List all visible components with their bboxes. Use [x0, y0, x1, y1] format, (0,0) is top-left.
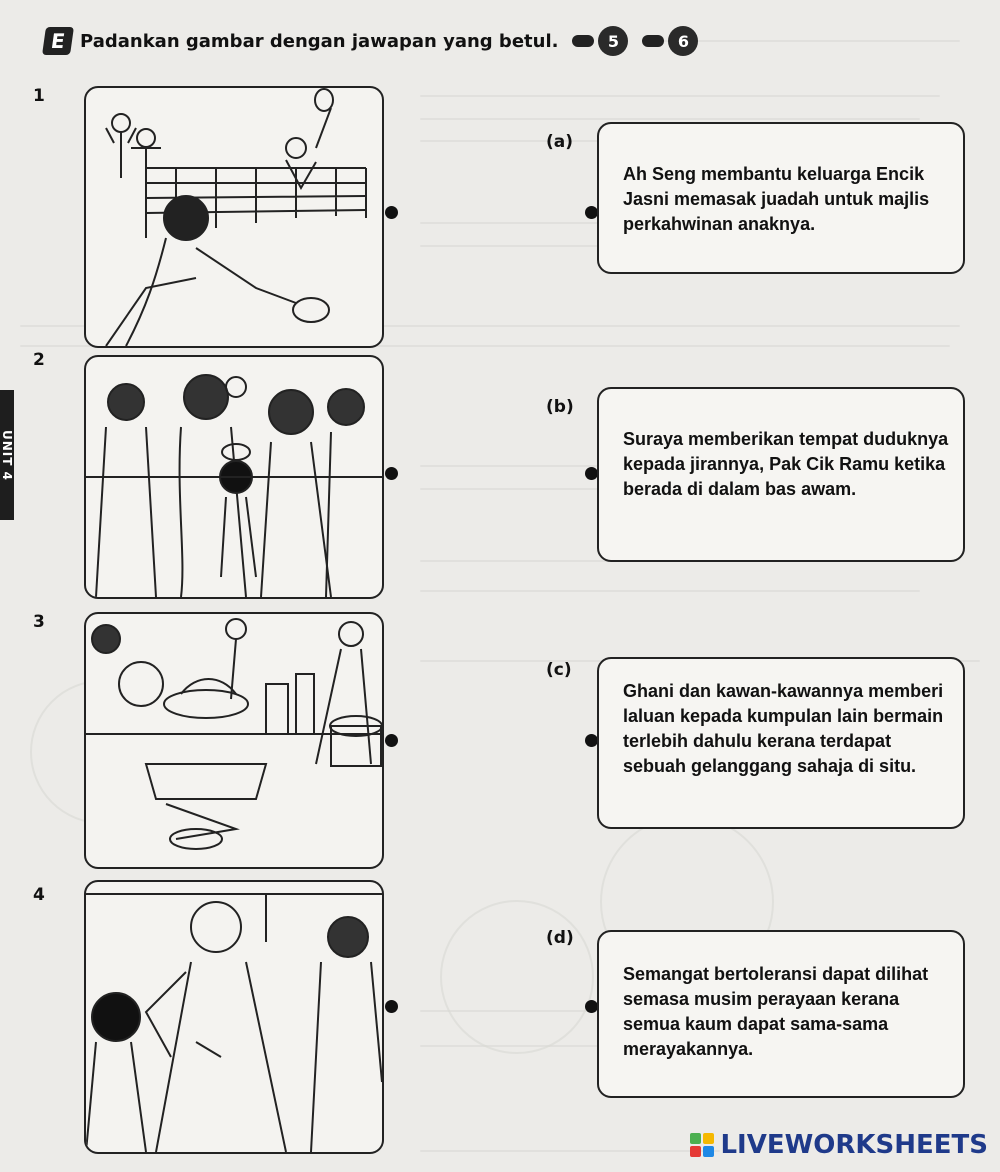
picture-3-cooking	[84, 612, 384, 869]
bus-illustration	[86, 882, 382, 1152]
answer-label-d: (d)	[546, 928, 574, 948]
answer-box-d	[597, 930, 965, 1098]
liveworksheets-watermark	[690, 1130, 988, 1160]
answer-label-b: (b)	[546, 397, 574, 417]
picture-1-badminton	[84, 86, 384, 348]
cooking-illustration	[86, 614, 382, 867]
watermark-text: LIVEWORKSHEETS	[720, 1130, 988, 1160]
picture-2-connector[interactable]	[385, 467, 398, 480]
instruction-header	[44, 26, 698, 56]
question-number-3: 3	[33, 612, 45, 632]
answer-box-b	[597, 387, 965, 562]
answer-text-b: Suraya memberikan tempat duduknya kepada jirannya, Pak Cik Ramu ketika berada di dalam bas awam.	[623, 429, 949, 499]
picture-3-connector[interactable]	[385, 734, 398, 747]
gathering-illustration	[86, 357, 382, 597]
arrow-icon	[572, 35, 594, 47]
answer-text-c: Ghani dan kawan-kawannya memberi laluan kepada kumpulan lain bermain terlebih dahulu kerana terdapat sebuah gelanggang sahaja di situ.	[623, 681, 944, 776]
picture-2-gathering	[84, 355, 384, 599]
answer-text-a: Ah Seng membantu keluarga Encik Jasni memasak juadah untuk majlis perkahwinan anaknya.	[623, 164, 930, 234]
picture-1-connector[interactable]	[385, 206, 398, 219]
page-ref-5: 5	[572, 26, 628, 56]
question-number-1: 1	[33, 86, 45, 106]
section-badge: E	[42, 27, 74, 55]
answer-box-c	[597, 657, 965, 829]
question-number-2: 2	[33, 350, 45, 370]
instruction-text: Padankan gambar dengan jawapan yang betul.	[80, 30, 559, 52]
answer-label-c: (c)	[546, 660, 572, 680]
unit-tab: UNIT 4	[0, 390, 14, 520]
answer-text-d: Semangat bertoleransi dapat dilihat semasa musim perayaan kerana semua kaum dapat sama-sama merayakannya.	[623, 964, 929, 1059]
liveworksheets-logo-icon	[690, 1133, 714, 1157]
picture-4-connector[interactable]	[385, 1000, 398, 1013]
picture-4-bus	[84, 880, 384, 1154]
badminton-illustration	[86, 88, 382, 346]
page-ref-6: 6	[642, 26, 698, 56]
arrow-icon	[642, 35, 664, 47]
answer-label-a: (a)	[546, 132, 574, 152]
answer-box-a	[597, 122, 965, 274]
question-number-4: 4	[33, 885, 45, 905]
